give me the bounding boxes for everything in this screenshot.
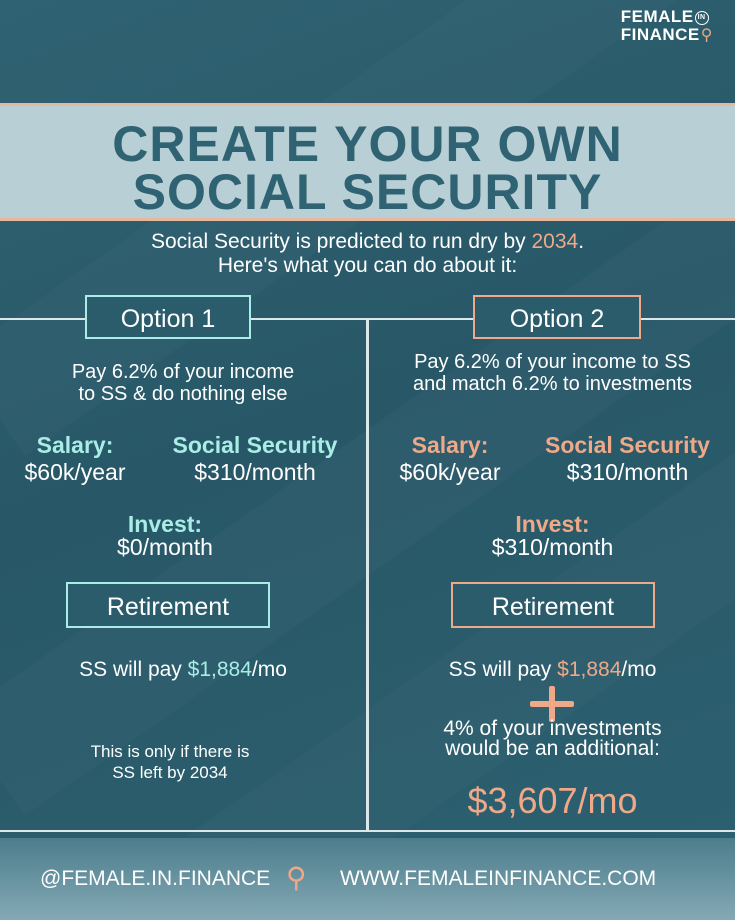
option1-salary-label: Salary: — [36, 432, 114, 458]
option1-ss-pay — [0, 658, 366, 682]
option2-desc-line1: Pay 6.2% of your income to SS — [414, 351, 691, 373]
option2-extra-line2: would be an additional: — [445, 737, 660, 760]
option1-desc-line1: Pay 6.2% of your income — [71, 361, 295, 383]
subtitle — [0, 230, 735, 278]
option2-ss-label: Social Security — [545, 432, 710, 458]
option2-invest-label: Invest: — [515, 511, 590, 537]
footer-handle[interactable]: @FEMALE.IN.FINANCE — [40, 867, 271, 890]
divider-vertical — [366, 319, 369, 831]
female-symbol-magnifier-icon: ⚲ — [286, 862, 307, 893]
option1-note-line2: SS left by 2034 — [112, 763, 228, 782]
option2-invest-value: $310/month — [491, 534, 614, 560]
footer-website[interactable]: WWW.FEMALEINFINANCE.COM — [340, 867, 657, 890]
subtitle-line2: Here's what you can do about it: — [217, 254, 518, 277]
option2-extra-amount: $3,607/mo — [467, 780, 638, 821]
option1-invest-value: $0/month — [117, 534, 213, 560]
option1-invest-label: Invest: — [127, 511, 203, 537]
logo-in-badge: IN — [695, 11, 709, 25]
option2-label: Option 2 — [473, 295, 641, 339]
option1-label: Option 1 — [85, 295, 251, 339]
option2-extra-line1: 4% of your investments — [443, 717, 662, 740]
option1-note — [0, 741, 340, 783]
option2-description — [370, 351, 735, 395]
option1-ss-pay-amount: $1,884 — [187, 658, 252, 681]
option2-extra — [370, 719, 735, 759]
option2-ss-pay — [370, 658, 735, 682]
female-symbol-icon: ⚲ — [700, 26, 713, 44]
option2-salary-value: $60k/year — [399, 459, 501, 485]
option2-ss-pay-amount: $1,884 — [557, 658, 622, 681]
option1-ss-pay-text: SS will pay — [79, 658, 188, 681]
option2-salary-label: Salary: — [411, 432, 489, 458]
option1-salary-value: $60k/year — [24, 459, 126, 485]
logo-line2: FINANCE — [620, 25, 700, 44]
subtitle-text: Social Security is predicted to run dry by — [150, 230, 532, 253]
option1-ss-value: $310/month — [194, 459, 316, 485]
option1-desc-line2: to SS & do nothing else — [78, 383, 288, 405]
option1-description — [0, 361, 366, 405]
option1-ss-pay-unit: /mo — [251, 658, 287, 681]
option1-retirement-label: Retirement — [66, 582, 270, 628]
page-title-line2: SOCIAL SECURITY — [132, 164, 603, 220]
option2-ss-pay-unit: /mo — [621, 658, 657, 681]
subtitle-year: 2034 — [531, 230, 579, 253]
option1-note-line1: This is only if there is — [90, 742, 250, 761]
option2-desc-line2: and match 6.2% to investments — [412, 373, 693, 395]
option2-ss-pay-text: SS will pay — [448, 658, 558, 681]
option2-ss-value: $310/month — [566, 459, 689, 485]
title-band — [0, 103, 735, 221]
page-title-line1: CREATE YOUR OWN — [112, 116, 623, 172]
subtitle-period: . — [578, 230, 585, 253]
logo-line1: FEMALE — [620, 7, 694, 26]
option2-retirement-label: Retirement — [451, 582, 655, 628]
footer — [0, 838, 735, 920]
brand-logo — [621, 8, 713, 45]
option1-ss-label: Social Security — [172, 432, 338, 458]
